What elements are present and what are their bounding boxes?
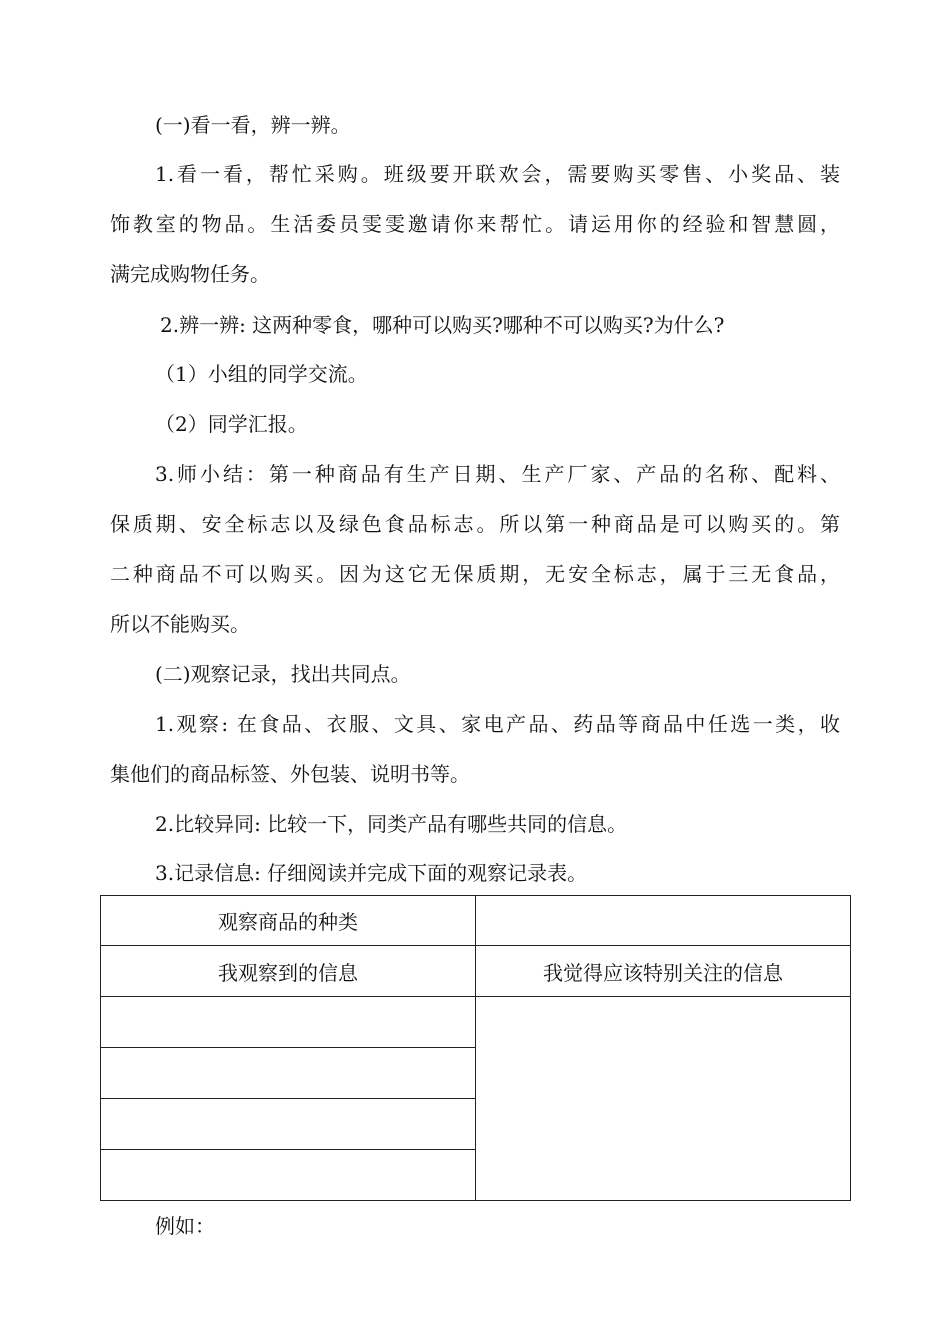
observed-cell-1[interactable]: [101, 997, 476, 1048]
section1-item3-line4: 所以不能购买。: [110, 612, 250, 636]
example-label: 例如：: [155, 1214, 215, 1238]
observation-record-table: [100, 895, 851, 1201]
category-value-cell[interactable]: [476, 896, 851, 946]
section1-heading: (一)看一看，辨一辨。: [155, 113, 351, 137]
section2-item1-line2: 集他们的商品标签、外包装、说明书等。: [110, 762, 470, 786]
section1-item1-line1: 1.看一看，帮忙采购。班级要开联欢会，需要购买零售、小奖品、装: [155, 162, 840, 186]
table-row: [101, 997, 851, 1048]
section1-item3-line2: 保质期、安全标志以及绿色食品标志。所以第一种商品是可以购买的。第: [110, 512, 840, 536]
section1-item3-line3: 二种商品不可以购买。因为这它无保质期，无安全标志，属于三无食品，: [110, 562, 840, 586]
table-header-row: [101, 946, 851, 997]
section2-item2: 2.比较异同: 比较一下，同类产品有哪些共同的信息。: [155, 812, 628, 836]
observed-cell-2[interactable]: [101, 1048, 476, 1099]
attention-info-header: 我觉得应该特别关注的信息: [476, 946, 851, 997]
observed-info-header: 我观察到的信息: [101, 946, 476, 997]
table-row: [101, 896, 851, 946]
section2-item1-line1: 1.观察: 在食品、衣服、文具、家电产品、药品等商品中任选一类，收: [155, 712, 840, 736]
section1-item3-line1: 3.师小结：第一种商品有生产日期、生产厂家、产品的名称、配料、: [155, 462, 840, 486]
section2-item3: 3.记录信息: 仔细阅读并完成下面的观察记录表。: [155, 861, 588, 885]
observed-cell-3[interactable]: [101, 1099, 476, 1150]
section1-sub2: （2）同学汇报。: [155, 412, 308, 436]
section1-item1-line3: 满完成购物任务。: [110, 262, 270, 286]
section1-item1-line2: 饰教室的物品。生活委员雯雯邀请你来帮忙。请运用你的经验和智慧圆，: [110, 212, 840, 236]
section2-heading: (二)观察记录，找出共同点。: [155, 662, 411, 686]
attention-cell[interactable]: [476, 997, 851, 1201]
section1-item2: 2.辨一辨: 这两种零食，哪种可以购买?哪种不可以购买?为什么?: [160, 313, 725, 337]
category-label-cell: 观察商品的种类: [101, 896, 476, 946]
section1-sub1: （1）小组的同学交流。: [155, 362, 368, 386]
observed-cell-4[interactable]: [101, 1150, 476, 1201]
